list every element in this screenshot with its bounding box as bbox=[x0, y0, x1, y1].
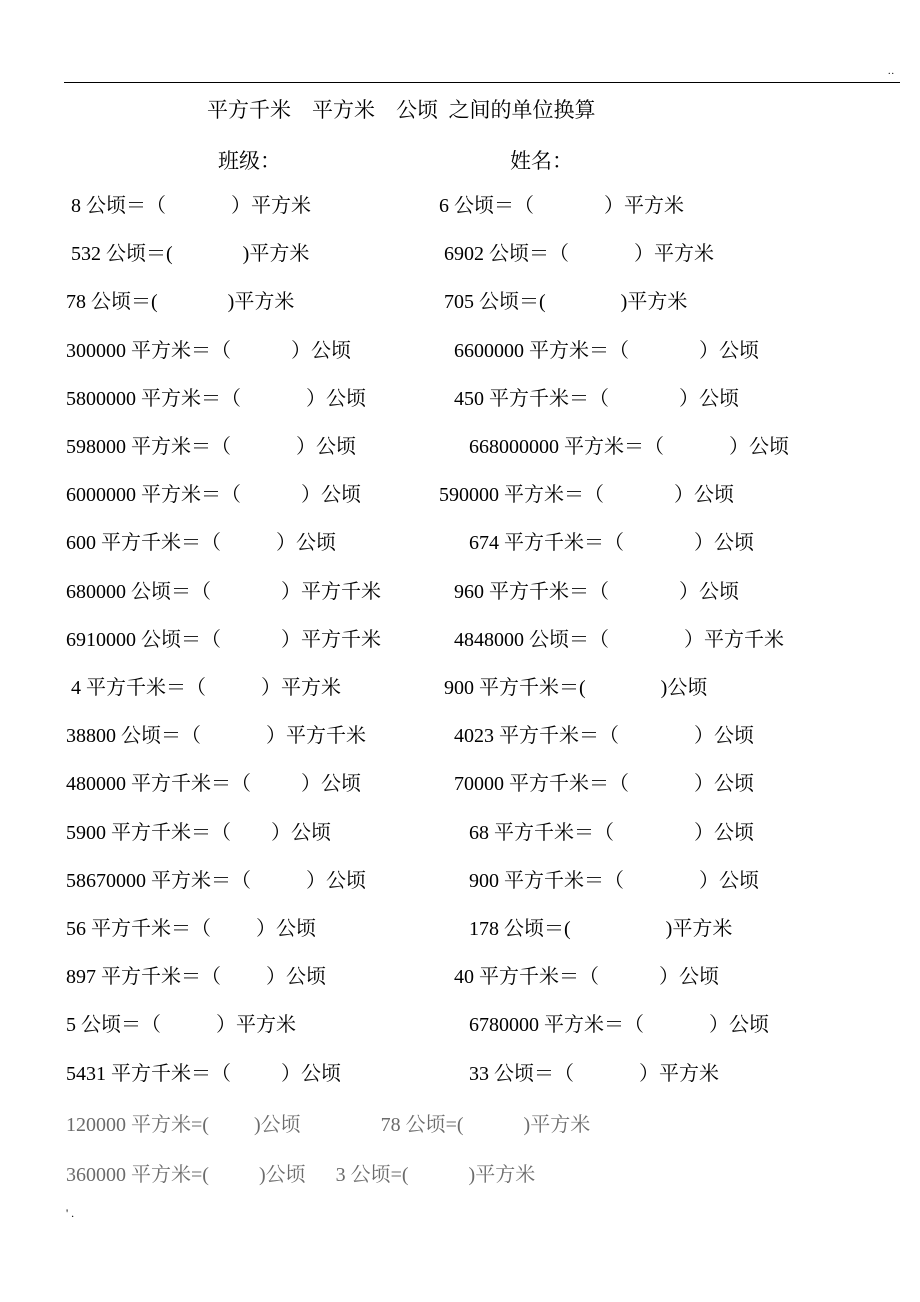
problem-right: 6902 公顷＝（ ）平方米 bbox=[439, 243, 714, 265]
problem-left: 5900 平方千米＝（ ）公顷 bbox=[66, 822, 331, 844]
problem-left: 680000 公顷＝（ ）平方千米 bbox=[66, 581, 381, 603]
problem-right: 450 平方千米＝（ ）公顷 bbox=[439, 388, 739, 410]
name-label: 姓名： bbox=[510, 149, 573, 173]
problem-right: 900 平方千米＝（ ）公顷 bbox=[439, 870, 759, 892]
problem-left: 598000 平方米＝（ ）公顷 bbox=[66, 436, 356, 458]
problem-right: 674 平方千米＝（ ）公顷 bbox=[439, 532, 754, 554]
problem-right: 590000 平方米＝（ ）公顷 bbox=[439, 484, 734, 506]
problem-left: 6910000 公顷＝（ ）平方千米 bbox=[66, 629, 381, 651]
problem-right: 6780000 平方米＝（ ）公顷 bbox=[439, 1014, 769, 1036]
header-rule bbox=[64, 82, 900, 83]
problem-left: 532 公顷＝( )平方米 bbox=[66, 243, 310, 265]
problem-left: 58670000 平方米＝（ ）公顷 bbox=[66, 870, 366, 892]
problem-right: 40 平方千米＝（ ）公顷 bbox=[439, 966, 719, 988]
problem-right: 178 公顷＝( )平方米 bbox=[439, 918, 733, 940]
footer-mark: ' . bbox=[66, 1206, 75, 1220]
problem-left: 5431 平方千米＝（ ）公顷 bbox=[66, 1063, 341, 1085]
problem-left: 4 平方千米＝（ ）平方米 bbox=[66, 677, 341, 699]
problem-left: 56 平方千米＝（ ）公顷 bbox=[66, 918, 316, 940]
problem-left: 5 公顷＝（ ）平方米 bbox=[66, 1014, 296, 1036]
problem-left: 600 平方千米＝（ ）公顷 bbox=[66, 532, 336, 554]
problem-right: 33 公顷＝（ ）平方米 bbox=[439, 1063, 719, 1085]
problem-left: 300000 平方米＝（ ）公顷 bbox=[66, 340, 351, 362]
problem-left: 38800 公顷＝（ ）平方千米 bbox=[66, 725, 366, 747]
problem-left: 6000000 平方米＝（ ）公顷 bbox=[66, 484, 361, 506]
problem-right: 705 公顷＝( )平方米 bbox=[439, 291, 688, 313]
problem-left: 480000 平方千米＝（ ）公顷 bbox=[66, 773, 361, 795]
page-title: 平方千米 平方米 公顷 之间的单位换算 bbox=[207, 98, 596, 122]
header-dots: .. bbox=[888, 66, 895, 77]
problem-right: 900 平方千米＝( )公顷 bbox=[439, 677, 708, 699]
problem-right: 4023 平方千米＝（ ）公顷 bbox=[439, 725, 754, 747]
extra-problem-line: 120000 平方米=( )公顷 78 公顷=( )平方米 bbox=[66, 1114, 591, 1136]
problem-left: 78 公顷＝( )平方米 bbox=[66, 291, 295, 313]
problem-left: 897 平方千米＝（ ）公顷 bbox=[66, 966, 326, 988]
class-label: 班级： bbox=[218, 149, 281, 173]
problem-right: 70000 平方千米＝（ ）公顷 bbox=[439, 773, 754, 795]
problem-right: 960 平方千米＝（ ）公顷 bbox=[439, 581, 739, 603]
problem-right: 6 公顷＝（ ）平方米 bbox=[439, 195, 684, 217]
problem-right: 668000000 平方米＝（ ）公顷 bbox=[439, 436, 789, 458]
problem-left: 8 公顷＝（ ）平方米 bbox=[66, 195, 311, 217]
extra-problem-line: 360000 平方米=( )公顷 3 公顷=( )平方米 bbox=[66, 1164, 536, 1186]
problem-right: 6600000 平方米＝（ ）公顷 bbox=[439, 340, 759, 362]
problem-right: 4848000 公顷＝（ ）平方千米 bbox=[439, 629, 784, 651]
problem-right: 68 平方千米＝（ ）公顷 bbox=[439, 822, 754, 844]
problem-left: 5800000 平方米＝（ ）公顷 bbox=[66, 388, 366, 410]
